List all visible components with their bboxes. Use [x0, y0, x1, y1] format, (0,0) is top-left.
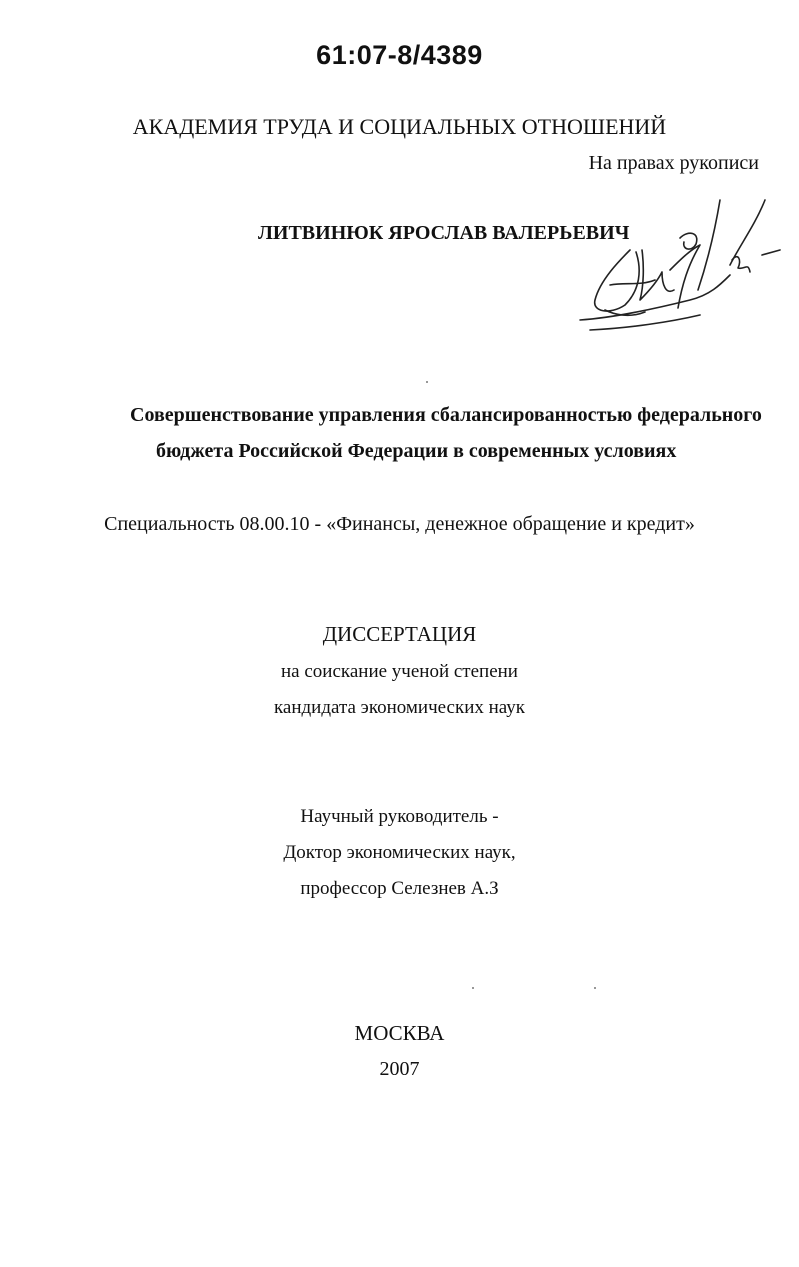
title-line-1: Совершенствование управления сбалансированностью федерального — [130, 404, 762, 426]
degree-line-1: на соискание ученой степени — [281, 661, 518, 682]
specialty: Специальность 08.00.10 - «Финансы, денежное обращение и кредит» — [104, 513, 695, 535]
supervisor-degree: Доктор экономических наук, — [283, 842, 516, 863]
signature-icon — [570, 190, 790, 340]
supervisor-name: профессор Селезнев А.З — [300, 878, 499, 899]
year: 2007 — [379, 1058, 420, 1080]
supervisor-label: Научный руководитель - — [300, 806, 499, 827]
dissertation-type: ДИССЕРТАЦИЯ — [322, 622, 477, 646]
scan-speck — [594, 987, 596, 989]
degree-line-2: кандидата экономических наук — [273, 697, 526, 718]
scan-speck — [472, 987, 474, 989]
author-name: ЛИТВИНЮК ЯРОСЛАВ ВАЛЕРЬЕВИЧ — [258, 222, 630, 244]
scan-speck — [426, 381, 428, 383]
title-line-2: бюджета Российской Федерации в современных условиях — [156, 440, 677, 462]
city: МОСКВА — [354, 1021, 445, 1045]
rights-note: На правах рукописи — [588, 152, 759, 174]
institution-name: АКАДЕМИЯ ТРУДА И СОЦИАЛЬНЫХ ОТНОШЕНИЙ — [132, 114, 667, 139]
archive-code: 61:07-8/4389 — [316, 40, 483, 70]
